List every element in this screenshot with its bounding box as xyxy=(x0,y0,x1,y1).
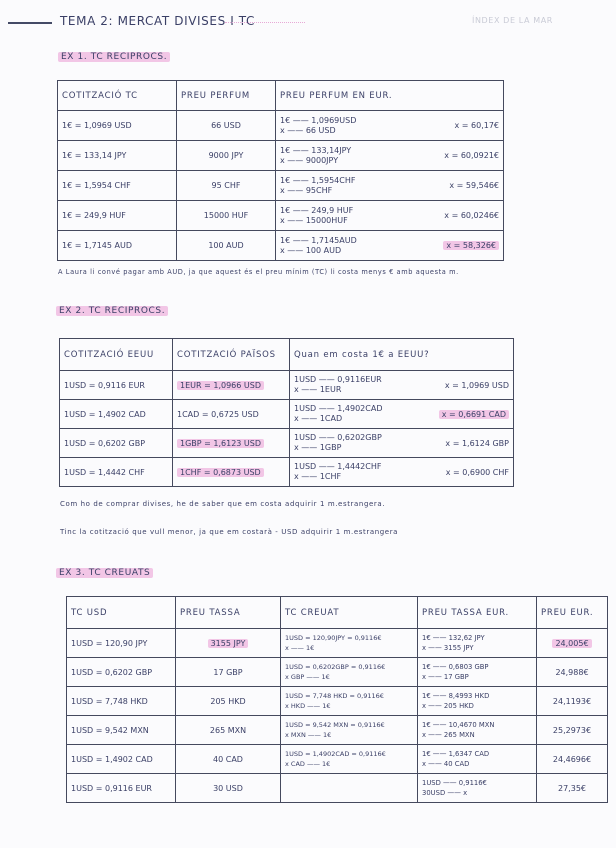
ex2-recip xyxy=(173,400,290,429)
ex3-preu-line2: x —— 3155 JPY xyxy=(422,644,474,652)
ex3-price: 30 USD xyxy=(176,774,281,803)
ex1-result: x = 60,0921€ xyxy=(444,151,499,160)
table-row xyxy=(60,458,514,487)
table-row xyxy=(67,687,608,716)
ex1-rate: 1€ = 1,7145 AUD xyxy=(58,231,177,261)
ex3-creuat-line1: 1USD = 9,542 MXN = 0,9116€ xyxy=(285,721,385,729)
ex1-calc-line2: x —— 15000HUF xyxy=(280,215,348,225)
ex3-eur: 27,35€ xyxy=(537,774,608,803)
ex3-tc: 1USD = 9,542 MXN xyxy=(67,716,176,745)
table-row xyxy=(60,429,514,458)
ex1-calc xyxy=(276,201,504,231)
ex1-calc-line1: 1€ —— 1,0969USD xyxy=(280,115,357,125)
ex3-preu-line2: x —— 40 CAD xyxy=(422,760,470,768)
ex2-note-2: Tinc la cotització que vull menor, ja que em costarà - USD adquirir 1 m.estrangera xyxy=(60,528,399,536)
ex1-note: A Laura li convé pagar amb AUD, ja que aquest és el preu mínim (TC) li costa menys € amb aquesta m. xyxy=(58,268,459,276)
ex3-creuat-line1: 1USD = 120,90JPY = 0,9116€ xyxy=(285,634,382,642)
ex2-recip xyxy=(173,458,290,487)
table-row xyxy=(67,629,608,658)
ex3-price-cell xyxy=(176,629,281,658)
ex1-price: 95 CHF xyxy=(177,171,276,201)
ex2-result: x = 1,6124 GBP xyxy=(445,438,509,448)
ex1-calc xyxy=(276,111,504,141)
ex1-table xyxy=(57,80,504,261)
ex1-rate: 1€ = 249,9 HUF xyxy=(58,201,177,231)
ex2-rate: 1USD = 1,4902 CAD xyxy=(60,400,173,429)
table-row xyxy=(67,658,608,687)
table-row xyxy=(58,231,504,261)
ex1-calc-line1: 1€ —— 249,9 HUF xyxy=(280,205,354,215)
ex3-creuat xyxy=(281,658,418,687)
ex1-col-preu-eur: PREU PERFUM EN EUR. xyxy=(276,81,504,111)
ex1-price: 66 USD xyxy=(177,111,276,141)
ex2-col-question: Quan em costa 1€ a EEUU? xyxy=(290,339,514,371)
ex3-tc: 1USD = 7,748 HKD xyxy=(67,687,176,716)
title-underline xyxy=(8,22,52,24)
ex1-heading: EX 1. TC RECIPROCS. xyxy=(58,52,170,62)
ex1-calc-line1: 1€ —— 1,7145AUD xyxy=(280,235,357,245)
ex3-col-preu-tassa: PREU TASSA xyxy=(176,597,281,629)
ex3-tc: 1USD = 1,4902 CAD xyxy=(67,745,176,774)
ex1-calc-line2: x —— 100 AUD xyxy=(280,245,342,255)
table-row xyxy=(67,745,608,774)
ex2-recip-value: 1CHF = 0,6873 USD xyxy=(177,468,264,477)
ex2-result: x = 0,6900 CHF xyxy=(445,467,509,477)
ex1-calc-line1: 1€ —— 1,5954CHF xyxy=(280,175,356,185)
ex3-creuat xyxy=(281,629,418,658)
ex2-calc-line2: x —— 1CHF xyxy=(294,472,342,481)
ex3-creuat xyxy=(281,687,418,716)
ex1-calc xyxy=(276,231,504,261)
ex2-recip-value: 1CAD = 0,6725 USD xyxy=(177,409,259,419)
ex3-creuat xyxy=(281,716,418,745)
ex1-col-cotitzacio: COTITZACIÓ TC xyxy=(58,81,177,111)
table-row xyxy=(58,171,504,201)
table-row xyxy=(58,141,504,171)
ex3-creuat xyxy=(281,745,418,774)
page-title xyxy=(60,14,255,28)
ex1-calc-line2: x —— 66 USD xyxy=(280,125,336,135)
ex2-calc-line1: 1USD —— 1,4442CHF xyxy=(294,462,382,471)
ex1-price: 100 AUD xyxy=(177,231,276,261)
ex2-calc-line2: x —— 1CAD xyxy=(294,414,343,423)
ex3-price: 17 GBP xyxy=(176,658,281,687)
ex3-heading: EX 3. TC CREUATS xyxy=(56,568,153,578)
ex3-preu-line1: 1€ —— 10,4670 MXN xyxy=(422,721,495,729)
ex3-col-preu-eur: PREU EUR. xyxy=(537,597,608,629)
ex3-price: 205 HKD xyxy=(176,687,281,716)
table-row xyxy=(60,400,514,429)
ex2-calc-line2: x —— 1EUR xyxy=(294,385,342,394)
ex1-calc-line2: x —— 9000JPY xyxy=(280,155,339,165)
ex3-col-tc-usd: TC USD xyxy=(67,597,176,629)
ex1-price: 15000 HUF xyxy=(177,201,276,231)
ex1-rate: 1€ = 1,0969 USD xyxy=(58,111,177,141)
header-right-text: ÍNDEX DE LA MAR xyxy=(472,16,553,25)
ex2-recip-value: 1GBP = 1,6123 USD xyxy=(177,439,264,448)
ex1-result: x = 60,0246€ xyxy=(444,211,499,220)
ex1-rate: 1€ = 133,14 JPY xyxy=(58,141,177,171)
ex2-col-paisos: COTITZACIÓ PAÏSOS xyxy=(173,339,290,371)
ex3-creuat-line2: x HKD —— 1€ xyxy=(285,702,331,710)
ex2-calc-line1: 1USD —— 0,9116EUR xyxy=(294,375,382,384)
ex2-calc xyxy=(290,400,514,429)
table-row xyxy=(60,371,514,400)
ex2-recip-value: 1EUR = 1,0966 USD xyxy=(177,381,264,390)
ex2-heading: EX 2. TC RECIPROCS. xyxy=(56,306,168,316)
ex3-preu-tassa-eur xyxy=(418,658,537,687)
ex3-preu-tassa-eur xyxy=(418,774,537,803)
table-row xyxy=(58,201,504,231)
ex1-header-row xyxy=(58,81,504,111)
ex1-result: x = 60,17€ xyxy=(454,121,499,130)
ex3-tc: 1USD = 0,9116 EUR xyxy=(67,774,176,803)
ex3-eur: 24,1193€ xyxy=(537,687,608,716)
ex2-note-1: Com ho de comprar divises, he de saber que em costa adquirir 1 m.estrangera. xyxy=(60,500,386,508)
ex2-result-highlight: x = 0,6691 CAD xyxy=(439,410,509,419)
table-row xyxy=(67,774,608,803)
ex3-preu-line2: 30USD —— x xyxy=(422,789,468,797)
ex3-eur: 24,988€ xyxy=(537,658,608,687)
ex3-preu-line2: x —— 17 GBP xyxy=(422,673,469,681)
ex3-preu-line1: 1€ —— 8,4993 HKD xyxy=(422,692,490,700)
page-title-text: TEMA 2: MERCAT DIVISES I TC xyxy=(60,14,255,28)
ex2-calc xyxy=(290,371,514,400)
ex2-rate: 1USD = 0,6202 GBP xyxy=(60,429,173,458)
ex2-recip xyxy=(173,371,290,400)
table-row xyxy=(58,111,504,141)
ex1-calc-line2: x —— 95CHF xyxy=(280,185,333,195)
ex3-preu-line1: 1€ —— 1,6347 CAD xyxy=(422,750,490,758)
ex3-col-tc-creuat: TC CREUAT xyxy=(281,597,418,629)
ex3-creuat-line1: 1USD = 7,748 HKD = 0,9116€ xyxy=(285,692,384,700)
ex3-eur-cell xyxy=(537,629,608,658)
ex3-creuat xyxy=(281,774,418,803)
ex3-header-row xyxy=(67,597,608,629)
ex3-col-preu-tassa-eur: PREU TASSA EUR. xyxy=(418,597,537,629)
ex2-header-row xyxy=(60,339,514,371)
ex1-col-preu: PREU PERFUM xyxy=(177,81,276,111)
ex3-preu-tassa-eur xyxy=(418,687,537,716)
ex1-calc xyxy=(276,141,504,171)
ex3-table xyxy=(66,596,608,803)
ex3-eur: 24,005€ xyxy=(552,639,591,648)
ex3-tc: 1USD = 0,6202 GBP xyxy=(67,658,176,687)
ex1-result: x = 59,546€ xyxy=(449,181,499,190)
ex3-preu-line2: x —— 265 MXN xyxy=(422,731,475,739)
ex2-calc xyxy=(290,458,514,487)
title-decoration xyxy=(225,22,305,23)
ex3-price: 265 MXN xyxy=(176,716,281,745)
ex3-preu-tassa-eur xyxy=(418,716,537,745)
ex3-preu-tassa-eur xyxy=(418,745,537,774)
ex3-creuat-line2: x —— 1€ xyxy=(285,644,315,652)
ex3-price: 3155 JPY xyxy=(208,639,249,648)
ex2-calc xyxy=(290,429,514,458)
ex2-rate: 1USD = 0,9116 EUR xyxy=(60,371,173,400)
ex1-rate: 1€ = 1,5954 CHF xyxy=(58,171,177,201)
table-row xyxy=(67,716,608,745)
ex1-price: 9000 JPY xyxy=(177,141,276,171)
ex2-rate: 1USD = 1,4442 CHF xyxy=(60,458,173,487)
ex3-creuat-line2: x CAD —— 1€ xyxy=(285,760,331,768)
ex3-preu-tassa-eur xyxy=(418,629,537,658)
ex3-preu-line1: 1USD —— 0,9116€ xyxy=(422,779,487,787)
ex3-creuat-line2: x GBP —— 1€ xyxy=(285,673,330,681)
ex1-calc xyxy=(276,171,504,201)
ex2-col-eeuu: COTITZACIÓ EEUU xyxy=(60,339,173,371)
ex3-creuat-line1: 1USD = 0,6202GBP = 0,9116€ xyxy=(285,663,386,671)
ex3-tc: 1USD = 120,90 JPY xyxy=(67,629,176,658)
ex3-eur: 24,4696€ xyxy=(537,745,608,774)
ex2-calc-line2: x —— 1GBP xyxy=(294,443,342,452)
ex2-result: x = 1,0969 USD xyxy=(444,380,509,390)
ex2-table xyxy=(59,338,514,487)
ex2-calc-line1: 1USD —— 1,4902CAD xyxy=(294,404,383,413)
ex3-preu-line2: x —— 205 HKD xyxy=(422,702,474,710)
ex2-calc-line1: 1USD —— 0,6202GBP xyxy=(294,433,382,442)
ex1-calc-line1: 1€ —— 133,14JPY xyxy=(280,145,352,155)
ex3-preu-line1: 1€ —— 0,6803 GBP xyxy=(422,663,489,671)
ex3-price: 40 CAD xyxy=(176,745,281,774)
ex3-eur: 25,2973€ xyxy=(537,716,608,745)
ex2-recip xyxy=(173,429,290,458)
ex3-preu-line1: 1€ —— 132,62 JPY xyxy=(422,634,485,642)
ex3-creuat-line1: 1USD = 1,4902CAD = 0,9116€ xyxy=(285,750,386,758)
ex3-creuat-line2: x MXN —— 1€ xyxy=(285,731,332,739)
ex1-result-highlight: x = 58,326€ xyxy=(443,241,499,250)
